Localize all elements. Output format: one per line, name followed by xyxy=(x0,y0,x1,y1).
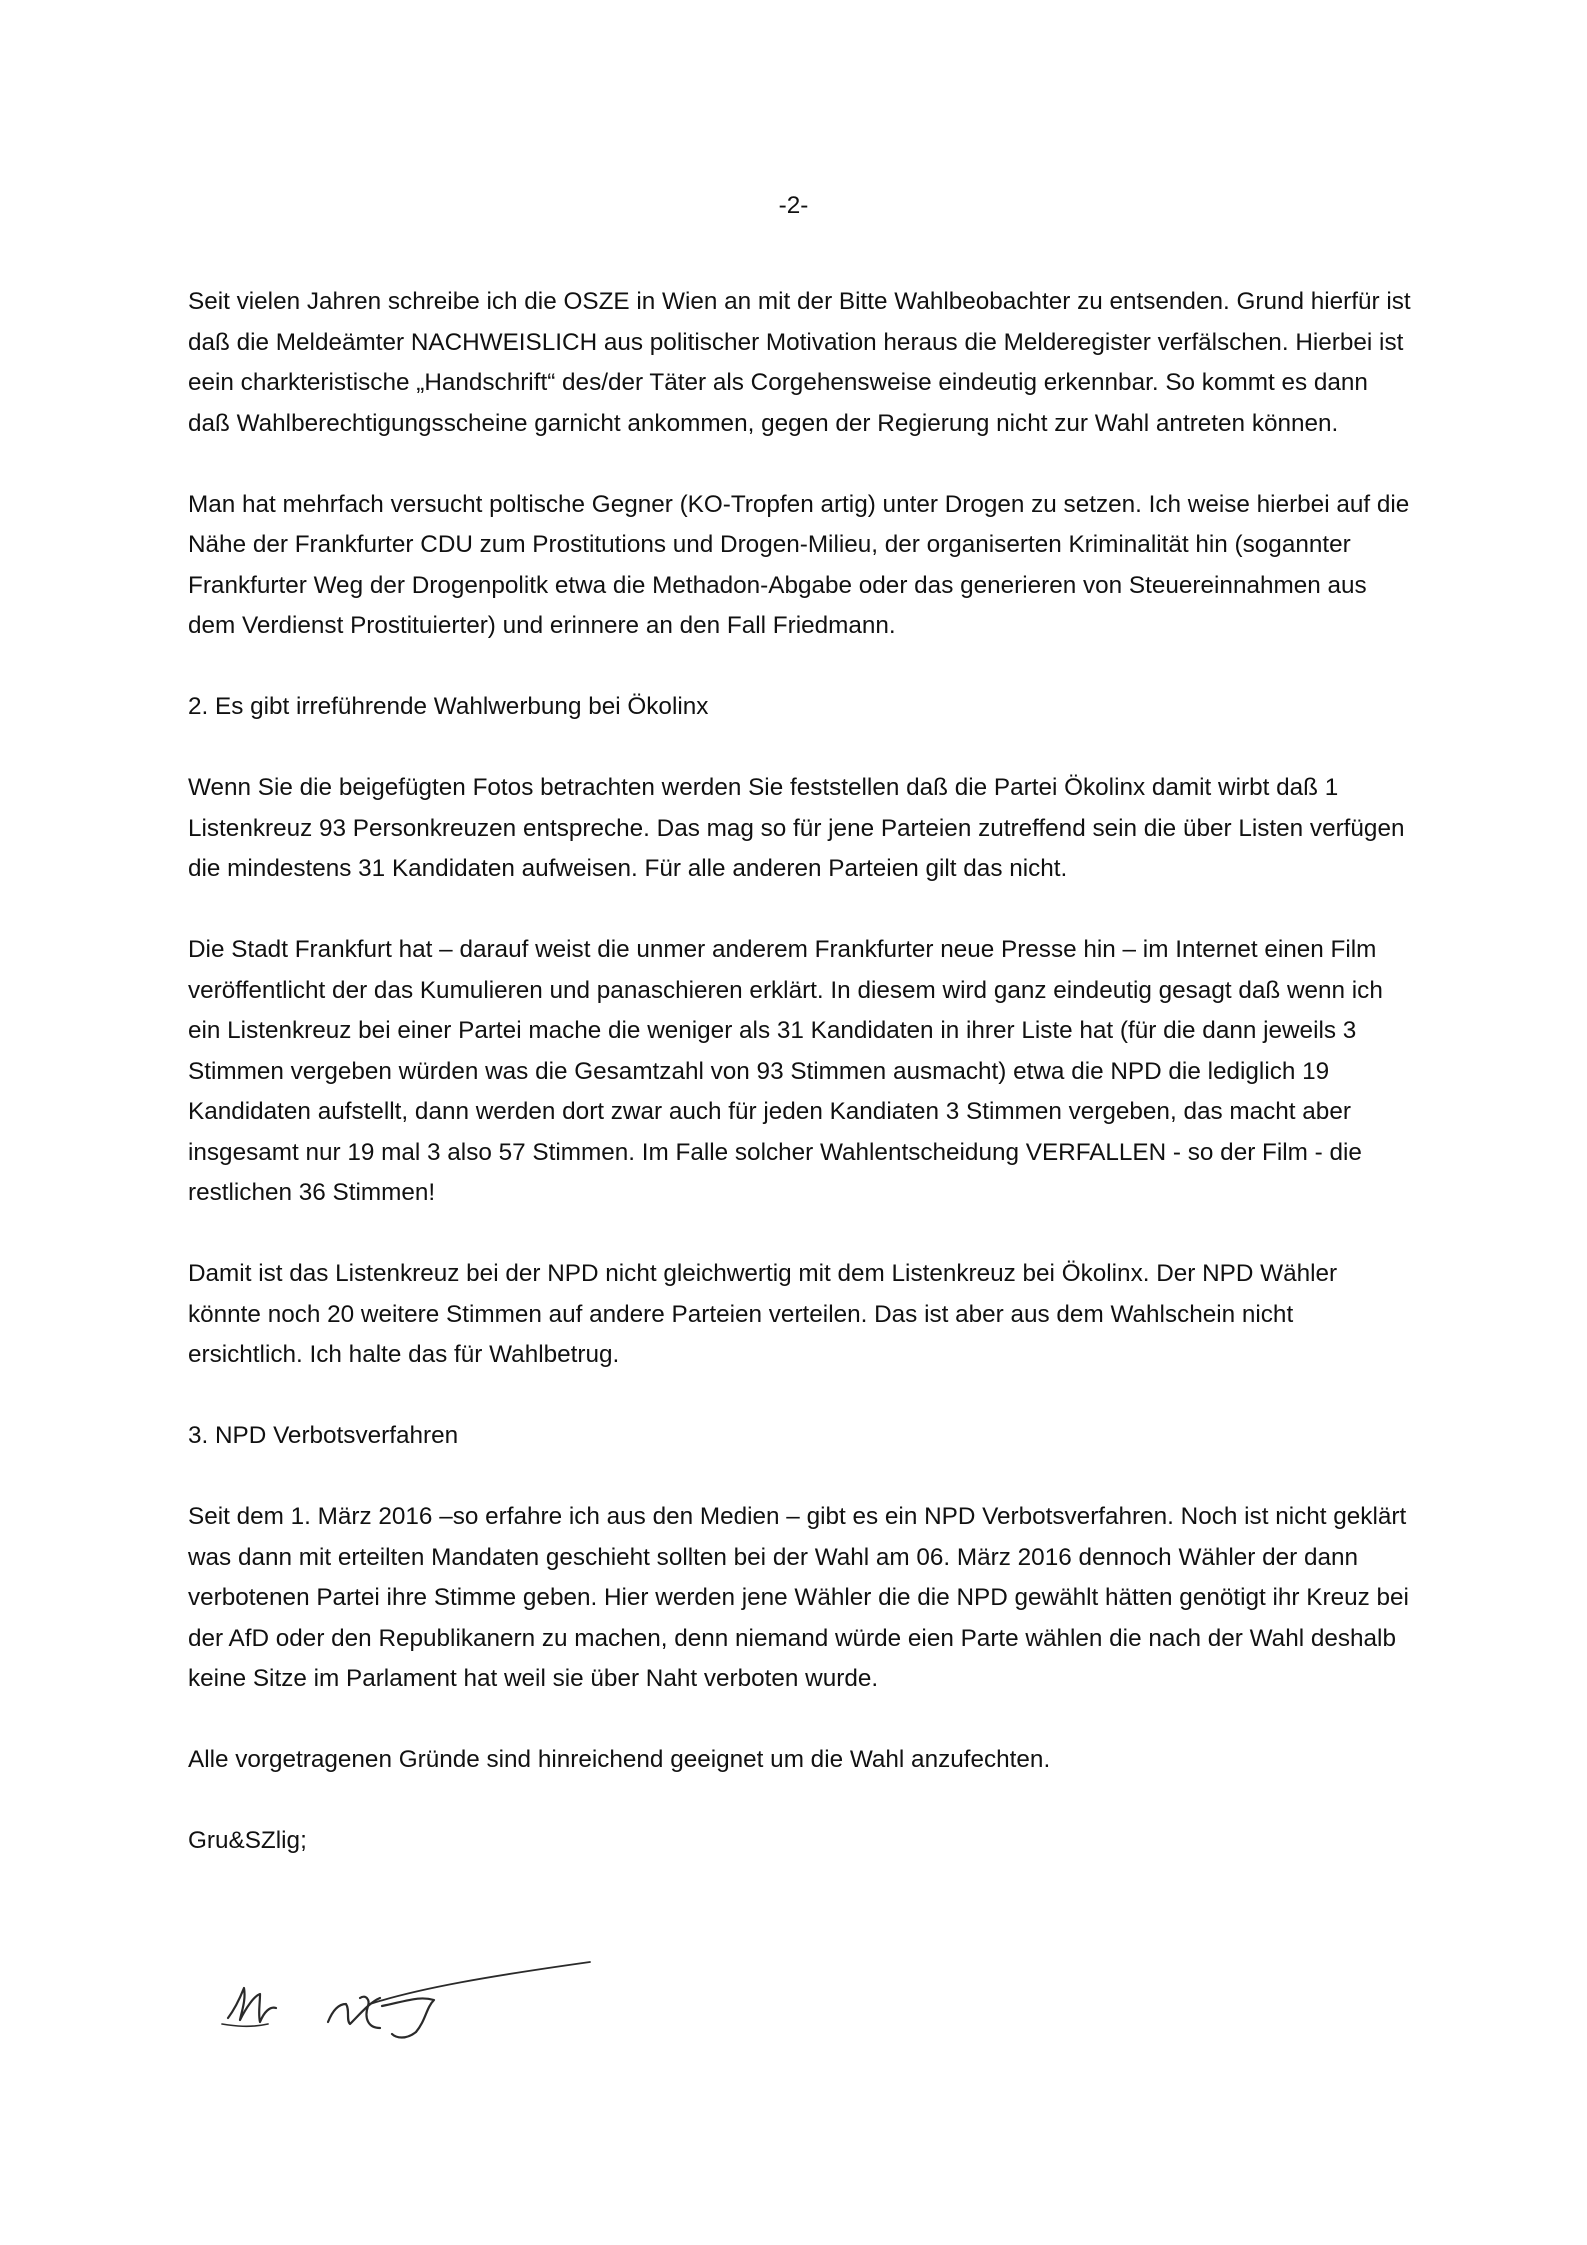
paragraph-oekolinx-photos: Wenn Sie die beigefügten Fotos betrachten werden Sie feststellen daß die Partei Ökolinx damit wirbt daß 1 Listenkreuz 93 Personkreuzen entspreche. Das mag so für jene Parteien zutreffend sein die über Listen verfügen die mindestens 31 Kandidaten aufweisen. Für alle anderen Parteien gilt das nicht. xyxy=(188,774,1405,882)
paragraph-election-observers: Seit vielen Jahren schreibe ich die OSZE in Wien an mit der Bitte Wahlbeobachter zu entsenden. Grund hierfür ist daß die Meldeämter NACHWEISLICH aus politischer Motivation heraus die Melderegister verfälschen. Hierbei ist eein charkteristische „Handschrift“ des/der Täter als Corgehensweise eindeutig erkennbar. So kommt es dann daß Wahlberechtigungsscheine garnicht ankommen, gegen der Regierung nicht zur Wahl antreten können. xyxy=(188,288,1411,437)
paragraph-npd-listenkreuz: Damit ist das Listenkreuz bei der NPD nicht gleichwertig mit dem Listenkreuz bei Ökolinx. Der NPD Wähler könnte noch 20 weitere Stimmen auf andere Parteien verteilen. Das ist aber aus dem Wahlschein nicht ersichtlich. Ich halte das für Wahlbetrug. xyxy=(188,1260,1338,1368)
page-number: -2- xyxy=(778,192,809,219)
paragraph-npd-ban: Seit dem 1. März 2016 –so erfahre ich aus den Medien – gibt es ein NPD Verbotsverfahren. Noch ist nicht geklärt was dann mit erteilten Mandaten geschieht sollten bei der Wahl am 06. März 2016 dennoch Wähler der dann verbotenen Partei ihre Stimme geben. Hier werden jene Wähler die die NPD gewählt hätten genötigt ihr Kreuz bei der AfD oder den Republikanern zu machen, denn niemand würde eien Parte wählen die nach der Wahl deshalb keine Sitze im Parlament hat weil sie über Naht verboten wurde. xyxy=(188,1503,1409,1692)
handwritten-signature-icon xyxy=(220,1948,610,2058)
section-heading-misleading-ads: 2. Es gibt irreführende Wahlwerbung bei Ökolinx xyxy=(188,693,709,720)
letter-body xyxy=(188,282,1413,1902)
paragraph-conclusion: Alle vorgetragenen Gründe sind hinreichend geeignet um die Wahl anzufechten. xyxy=(188,1746,1051,1773)
paragraph-frankfurt-film: Die Stadt Frankfurt hat – darauf weist die unmer anderem Frankfurter neue Presse hin – im Internet einen Film veröffentlicht der das Kumulieren und panaschieren erklärt. In diesem wird ganz eindeutig gesagt daß wenn ich ein Listenkreuz bei einer Partei mache die weniger als 31 Kandidaten in ihrer Liste hat (für die dann jeweils 3 Stimmen vergeben würden was die Gesamtzahl von 93 Stimmen ausmacht) etwa die NPD die lediglich 19 Kandidaten aufstellt, dann werden dort zwar auch für jeden Kandiaten 3 Stimmen vergeben, das macht aber insgesamt nur 19 mal 3 also 57 Stimmen. Im Falle solcher Wahlentscheidung VERFALLEN - so der Film - die restlichen 36 Stimmen! xyxy=(188,936,1383,1206)
section-heading-npd-ban: 3. NPD Verbotsverfahren xyxy=(188,1422,459,1449)
closing-greeting: Gru&SZlig; xyxy=(188,1827,307,1854)
paragraph-drugging: Man hat mehrfach versucht poltische Gegner (KO-Tropfen artig) unter Drogen zu setzen. Ich weise hierbei auf die Nähe der Frankfurter CDU zum Prostitutions und Drogen-Milieu, der organiserten Kriminalität hin (sogannter Frankfurter Weg der Drogenpolitk etwa die Methadon-Abgabe oder das generieren von Steuereinnahmen aus dem Verdienst Prostituierter) und erinnere an den Fall Friedmann. xyxy=(188,490,1410,639)
